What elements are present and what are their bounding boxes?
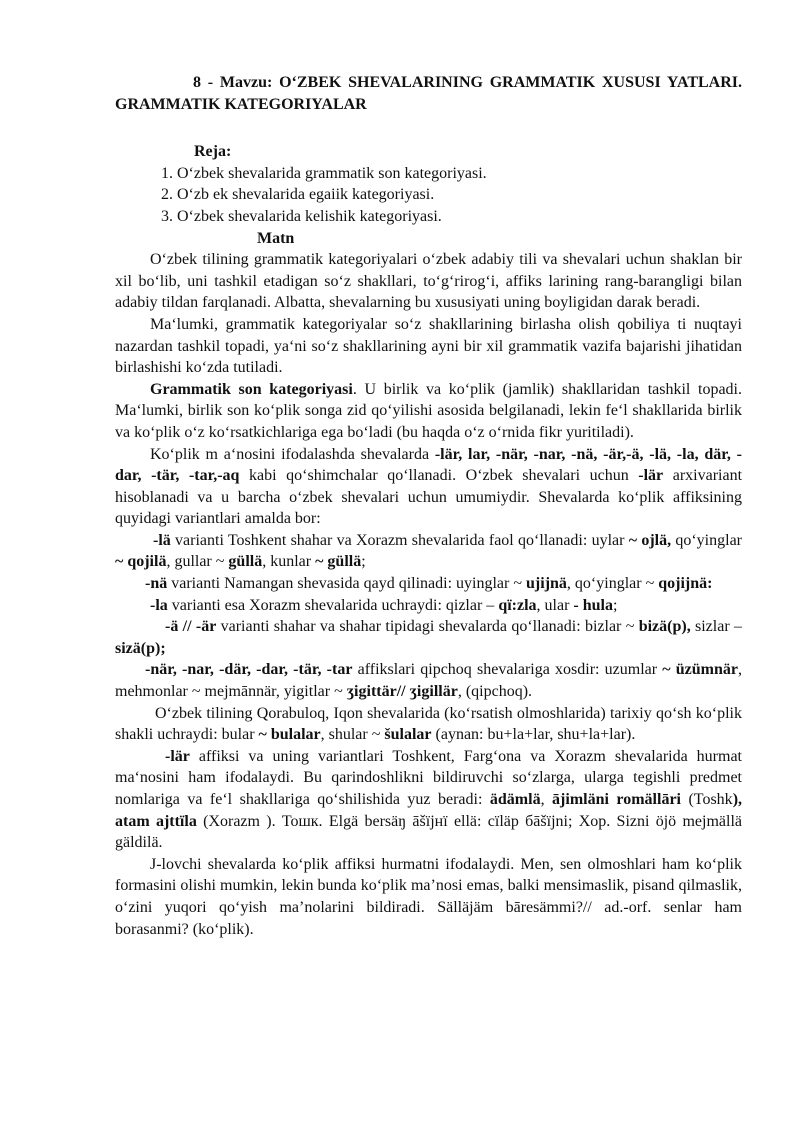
paragraph-variant-a: [115, 616, 742, 659]
paragraph-text: ,: [540, 791, 553, 808]
paragraph-text: affikslari qipchoq shevalariga xosdir: uzumlar: [352, 661, 663, 679]
paragraph-text: , kunlar: [262, 553, 316, 571]
plan-item: 3. O‘zbek shevalarida kelishik kategoriyasi.: [161, 207, 442, 225]
example: qï:zla: [498, 596, 537, 614]
paragraph-text: Ko‘plik m a‘nosini ifodalashda shevalarda: [150, 445, 435, 463]
paragraph-text: varianti Namangan shevasida qayd qilinadi: uyinglar ~: [167, 575, 527, 593]
paragraph-text: O‘zbek tilining Qorabuloq, Iqon shevalarida (ko‘rsatish olmoshlarida) tarixiy qo‘sh ko‘plik shakli uchraydi: bular: [115, 704, 742, 744]
plan-heading: Reja:: [194, 143, 232, 161]
plan-list: [115, 163, 742, 228]
document-page: [115, 72, 742, 940]
example: ~ üzümnär: [662, 661, 738, 679]
paragraph-variant-nar: [115, 659, 742, 702]
paragraph-text: varianti shahar va shahar tipidagi shevalarda qo‘llanadi: bizlar ~: [216, 618, 639, 636]
paragraph-variant-na: [115, 573, 742, 595]
example: ~ bulalar: [258, 726, 321, 744]
plan-item: 2. O‘zb ek shevalarida egaiik kategoriyasi.: [161, 186, 435, 204]
paragraph-respect: [115, 746, 742, 854]
example: bizä(p),: [638, 618, 691, 636]
bold-term: Grammatik son kategoriyasi: [150, 380, 353, 398]
example: ӡigittär// ӡigillär: [346, 683, 458, 701]
affix: -la: [150, 596, 168, 614]
example: ujijnä: [526, 575, 567, 593]
paragraph-variant-la: [115, 530, 742, 573]
paragraph-number-category: [115, 379, 742, 444]
example: šulalar: [384, 726, 432, 744]
paragraph-text: kabi qo‘shimchalar qo‘llanadi. O‘zbek shevalari uchun: [239, 467, 639, 485]
example: ~ qojilä: [115, 553, 167, 571]
affix: -lär: [638, 467, 664, 485]
paragraph-double-plural: [115, 703, 742, 746]
example: ājimläni romällāri: [552, 791, 681, 808]
paragraph-text: ;: [612, 596, 618, 614]
paragraph-text: varianti esa Xorazm shevalarida uchraydi: qizlar –: [167, 596, 499, 614]
document-title: 8 - Mavzu: O‘ZBEK SHEVALARINING GRAMMATIK XUSUSI YATLARI. GRAMMATIK KATEGORIYALAR: [115, 74, 742, 113]
paragraph-plural-affixes: [115, 444, 742, 530]
example: ädämlä: [489, 791, 541, 808]
paragraph-text: , mehmonlar ~ mejmānnär, yigitlar ~: [115, 661, 742, 701]
paragraph-variant-la-xorazm: [115, 595, 742, 617]
example: sizä(p);: [115, 639, 166, 657]
example: ~ güllä: [315, 553, 362, 571]
paragraph-text: arxivariant hisoblanadi va u barcha o‘zbek shevalari uchun umumiydir. Shevalarda ko‘plik affiksining quyidagi variantlari amalda bor:: [115, 467, 743, 528]
paragraph-text: , ular: [536, 596, 574, 614]
example: güllä: [228, 553, 263, 571]
paragraph-text: (aynan: bu+la+lar, shu+la+lar).: [431, 726, 636, 744]
paragraph-intro: O‘zbek tilining grammatik kategoriyalari o‘zbek adabiy tili va shevalari uchun shaklan bir xil bo‘lib, uni tashkil etadigan so‘z shakllari, to‘g‘rirog‘i, affiks larining rang-barangligi bilan adabiy tildan farqlanadi. Albatta, shevalarning bu xususiyati uning boyligidan darak beradi.: [115, 251, 742, 312]
paragraph-text: , shular ~: [320, 726, 385, 744]
plan-item: 1. O‘zbek shevalarida grammatik son kategoriyasi.: [161, 164, 487, 182]
affix: -nä: [145, 575, 168, 593]
paragraph-text: (Toshk: [681, 791, 733, 808]
paragraph-text: varianti Toshkent shahar va Xorazm shevalarida faol qo‘llanadi: uylar: [170, 531, 629, 549]
text-heading: Matn: [257, 229, 295, 247]
example: ), atam ajttïla: [115, 791, 743, 830]
affix: -lä: [153, 531, 171, 549]
paragraph-text: , (qipchoq).: [457, 683, 533, 701]
paragraph-text: , qo‘yinglar ~: [566, 575, 659, 593]
paragraph-text: affiksi va uning variantlari Toshkent, Farg‘ona va Xorazm shevalarida hurmat ma‘nosini ham ifodalaydi. Bu qarindoshlikni bildiruvchi so‘zlarga, ularga tegishli predmet nomlariga va fe‘l shakllariga qo‘shilishida yuz beradi:: [115, 747, 742, 808]
paragraph-categories: Ma‘lumki, grammatik kategoriyalar so‘z shakllarining birlasha olish qobiliya ti nuqtayi nazardan tashkil topadi, ya‘ni so‘z shakllarining ayni bir xil grammatik vazifa bajarishi jihatidan birlashishi ko‘zda tutiladi.: [115, 315, 742, 377]
example: - hula: [573, 596, 613, 614]
example: ~ ojlä,: [628, 531, 672, 549]
affix-list: -när, -nar, -där, -dar, -tär, -tar: [145, 661, 353, 679]
paragraph-pronouns: J-lovchi shevalarda ko‘plik affiksi hurmatni ifodalaydi. Men, sen olmoshlari ham ko‘plik formasini olishi mumkin, lekin bunda ko‘plik ma’nosi emas, balki mensimaslik, pisand qilmaslik, o‘zini yuqori qo‘yish ma’nolarini bildiradi. Sälläjäm bāresämmi?// ad.-orf. senlar ham borasanmi? (ko‘plik).: [115, 855, 742, 938]
affix: -lär: [165, 747, 190, 765]
affix: -ä // -är: [165, 618, 217, 636]
paragraph-text: . U birlik va ko‘plik (jamlik) shakllaridan tashkil topadi. Ma‘lumki, birlik son ko‘plik songa zid qo‘yilishi asosida belgilanadi, lekin fe‘l shakllarida birlik va ko‘plik o‘z ko‘rsatkichlariga ega bo‘ladi (bu haqda o‘z o‘rnida fikr yuritiladi).: [115, 380, 743, 441]
paragraph-text: qo‘yinglar: [671, 531, 743, 549]
paragraph-text: , gullar ~: [166, 553, 229, 571]
paragraph-text: ;: [361, 553, 366, 571]
example: qojijnä:: [658, 575, 713, 593]
affix-list: -lär, lar, -när, -nar, -nä, -är,-ä, -lä, -la, där, -dar, -tär, -tar,-aq: [115, 445, 743, 485]
paragraph-text: sizlar –: [690, 618, 742, 636]
paragraph-text: (Xorazm ). Тошк. Elgä bersäŋ āšïjнï ellä: cïläp бāšïjni; Xop. Sizni öjö mejmällä gäldilä.: [115, 812, 743, 852]
